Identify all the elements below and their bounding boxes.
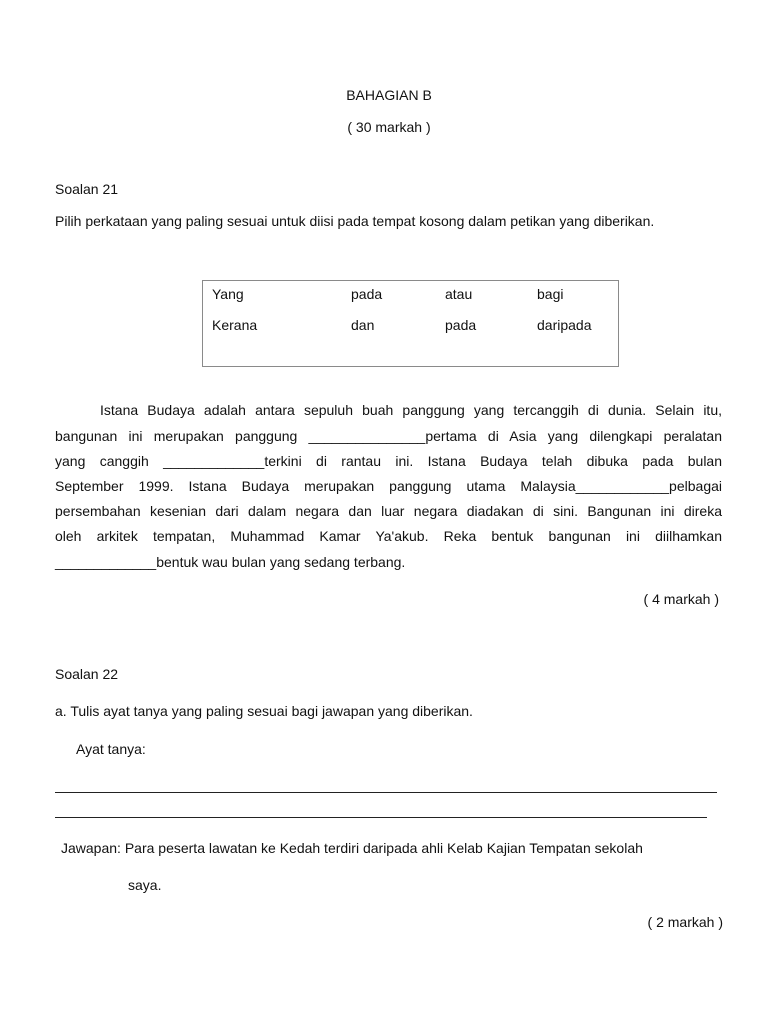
jawapan-text-continued: saya. [128,877,162,893]
question-22-marks: ( 2 markah ) [647,914,723,930]
word-choice: atau [445,286,473,302]
question-21-heading: Soalan 21 [55,181,119,197]
passage-line: yang canggih _____________terkini di rantau ini. Istana Budaya telah dibuka pada bulan [55,453,722,469]
section-title: BAHAGIAN B [346,87,432,103]
answer-line[interactable] [55,817,707,818]
word-choice: Kerana [212,317,258,333]
passage-line: September 1999. Istana Budaya merupakan panggung utama Malaysia____________pelbagai [55,478,722,494]
word-choice: pada [351,286,383,302]
word-choice: bagi [537,286,564,302]
word-choice: daripada [537,317,592,333]
question-22-part-a: a. Tulis ayat tanya yang paling sesuai bagi jawapan yang diberikan. [55,703,473,719]
question-21-instruction: Pilih perkataan yang paling sesuai untuk diisi pada tempat kosong dalam petikan yang diberikan. [55,213,655,229]
question-22-heading: Soalan 22 [55,666,119,682]
passage-line: Istana Budaya adalah antara sepuluh buah panggung yang tercanggih di dunia. Selain itu, [100,402,722,418]
jawapan-text: Jawapan: Para peserta lawatan ke Kedah terdiri daripada ahli Kelab Kajian Tempatan sekolah [61,840,643,856]
passage-line: bangunan ini merupakan panggung _______________pertama di Asia yang dilengkapi peralatan [55,428,722,444]
passage-line: _____________bentuk wau bulan yang sedang terbang. [55,554,406,570]
passage-line: oleh arkitek tempatan, Muhammad Kamar Ya'akub. Reka bentuk bangunan ini diilhamkan [55,528,722,544]
question-21-marks: ( 4 markah ) [643,591,719,607]
passage-line: persembahan kesenian dari dalam negara dan luar negara diadakan di sini. Bangunan ini direka [55,503,722,519]
ayat-tanya-label: Ayat tanya: [76,741,146,757]
word-choice: dan [351,317,375,333]
word-choice: pada [445,317,477,333]
answer-line[interactable] [55,792,717,793]
word-choice: Yang [212,286,244,302]
word-choice-box [202,280,619,367]
section-marks: ( 30 markah ) [347,119,431,135]
